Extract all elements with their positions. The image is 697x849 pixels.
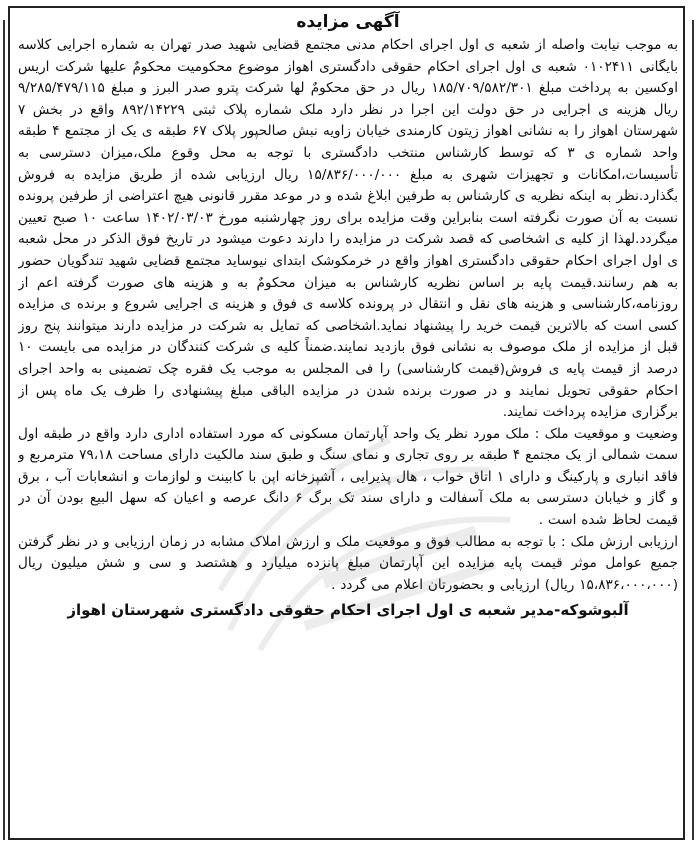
notice-paragraph-property-status: وضعیت و موقعیت ملک : ملک مورد نظر یک واحد آپارتمان مسکونی که مورد استفاده اداری دارد واقع در طبقه اول سمت شمالی از یک مجتمع ۴ طبقه بر روی تجاری و نمای سنگ و طبق سند مالکیت دارای مساحت ۷۹،۱۸ مترمربع و فاقد انباری و پارکینگ و دارای ۱ اتاق خواب ، هال پذیرایی ، آشپزخانه اپن با کابینت و لوازمات و انشعابات آب ، برق و گاز و خیابان دسترسی به ملک آسفالت و دارای سند تک برگ ۶ دانگ عرصه و اعیان که سهل البیع بودن آن در قیمت لحاظ شده است . bbox=[18, 425, 678, 529]
right-border-rule bbox=[692, 20, 694, 840]
auction-notice bbox=[18, 10, 678, 836]
notice-paragraph-valuation: ارزیابی ارزش ملک : با توجه به مطالب فوق و موقعیت ملک و ارزش املاک مشابه در زمان ارزیابی و در نظر گرفتن جمیع عوامل موثر قیمت پایه مزایده این آپارتمان مبلغ پانزده میلیارد و هشتصد و سی و شش میلیون ریال (۱۵،۸۳۶،۰۰۰،۰۰۰ ریال) ارزیابی و بحضورتان اعلام می گردد . bbox=[18, 533, 678, 593]
notice-paragraph-main: به موجب نیابت واصله از شعبه ی اول اجرای احکام مدنی مجتمع قضایی شهید صدر تهران به شماره اجرایی کلاسه بایگانی ۰۱۰۲۴۱۱ شعبه ی اول اجرای احکام حقوقی دادگستری اهواز موضوع محکومیت محکومٌ علیها شرکت اریس اوکسین به پرداخت مبلغ ۱۸۵/۷۰۹/۵۸۲/۳۰۱ ریال در حق محکومٌ لها شرکت پترو صدر البرز و مبلغ ۹/۲۸۵/۴۷۹/۱۱۵ ریال هزینه ی اجرایی در حق دولت این اجرا در نظر دارد ملک شماره پلاک ثبتی ۸۹۲/۱۴۲۲۹ واقع در بخش ۷ شهرستان اهواز را به نشانی اهواز زیتون کارمندی خیابان زاویه نبش صالحپور پلاک ۶۷ طبقه ی یک از مجتمع ۴ طبقه واحد شماره ی ۳ که توسط کارشناس منتخب دادگستری با توجه به محل وقوع ملک،میزان دسترسی به تأسیسات،امکانات و تجهیزات شهری به مبلغ ۱۵/۸۳۶/۰۰۰/۰۰۰ ریال ارزیابی شده از طریق مزایده به فروش بگذارد.نظر به اینکه نظریه ی کارشناس به طرفین ابلاغ شده و در موعد مقرر قانونی هیچ اعتراضی از طرفین پرونده نسبت به آن صورت نگرفته است بنابراین وقت مزایده برای روز چهارشنبه مورخ ۱۴۰۲/۰۳/۰۳ ساعت ۱۰ صبح تعیین میگردد.لهذا از کلیه ی اشخاصی که قصد شرکت در مزایده را دارند دعوت میشود در تاریخ فوق الذکر در محل شعبه ی اول اجرای احکام حقوقی دادگستری اهواز واقع در خرمکوشک ابتدای نیوساید مجتمع قضایی شهید تندگویان حضور به هم رسانند.قیمت پایه بر اساس نظریه کارشناس به میزان محکومٌ به و هزینه های صورت گرفته اعم از روزنامه،کارشناسی و هزینه های نقل و انتقال در پرونده کلاسه ی فوق و هزینه ی اجرایی شروع و برنده ی مزایده کسی است که بالاترین قیمت خرید را پیشنهاد نماید.اشخاصی که تمایل به شرکت در مزایده دارند میتوانند پنج روز قبل از مزایده از ملک موصوف به نشانی فوق بازدید نمایند.ضمناً کلیه ی شرکت کنندگان در مزایده می بایست ۱۰ درصد از قیمت پایه ی فروش(قیمت کارشناسی) را فی المجلس به موجب یک فقره چک تضمینی به واحد اجرای احکام حقوقی تحویل نمایند و در صورت برنده شدن در مزایده الباقی مبلغ پیشنهادی را ظرف یک ماه پس از برگزاری مزایده پرداخت نمایند. bbox=[18, 37, 678, 421]
left-border-rule bbox=[3, 20, 5, 840]
notice-title: آگهی مزایده bbox=[296, 12, 400, 32]
notice-signature: آلبوشوکه-مدیر شعبه ی اول اجرای احکام حقوقی دادگستری شهرستان اهواز bbox=[67, 601, 629, 620]
